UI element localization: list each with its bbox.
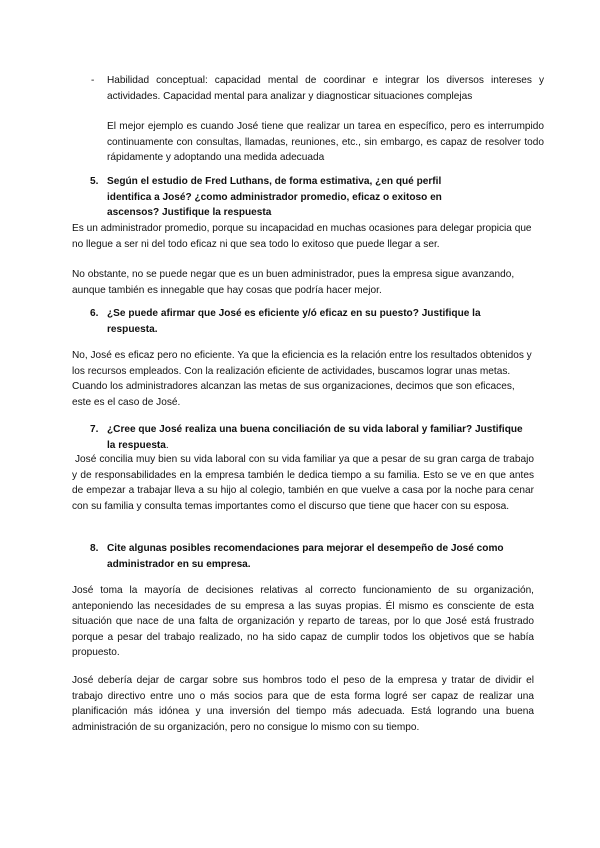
section-7-question xyxy=(107,422,527,453)
section-7-number: 7. xyxy=(90,424,99,435)
section-5-answer-1: Es un administrador promedio, porque su incapacidad en muchas ocasiones para delegar propicia que no llegue a ser ni del todo eficaz ni que sea todo lo exitoso que puede llegar a ser. xyxy=(72,223,532,250)
section-6-answer: No, José es eficaz pero no eficiente. Ya que la eficiencia es la relación entre los resultados obtenidos y los recursos empleados. Con la realización eficiente de actividades, buscamos lograr unas metas. Cuando los administradores alcanzan las metas de sus organizaciones, decimos que son eficaces, este es el caso de José. xyxy=(72,350,532,408)
section-7-question-tail: . xyxy=(165,439,169,451)
section-8-answer-1: José toma la mayoría de decisiones relativas al correcto funcionamiento de su organización, anteponiendo las necesidades de su empresa a las suyas propias. Él mismo es consciente de esta situación que nace de una falta de organización y reparto de tareas, por lo que José está frustrado porque a pesar del trabajo realizado, no ha sido capaz de cumplir todos los objetivos que se había propuesto. xyxy=(72,585,534,658)
section-5-answer-2: No obstante, no se puede negar que es un buen administrador, pues la empresa sigue avanzando, aunque también es innegable que hay cosas que podría hacer mejor. xyxy=(72,269,515,296)
section-7-answer: José concilia muy bien su vida laboral con su vida familiar ya que a pesar de su gran carga de trabajo y de responsabilidades en la empresa también le dedica tiempo a su familia. Esto se ve en que antes de empezar a trabajar lleva a su hijo al colegio, también en que vuelve a casa por la noche para cenar con su familia y consulta temas importantes como el discurso que tiene que hacer con su esposa. xyxy=(72,454,534,512)
list-bullet: - xyxy=(91,75,95,86)
intro-paragraph-2: El mejor ejemplo es cuando José tiene que realizar un tarea en específico, pero es interrumpido continuamente con consultas, llamadas, reuniones, etc., sin embargo, es capaz de resolver todo rápidamente y adoptando una medida adecuada xyxy=(107,121,544,163)
section-8-question: Cite algunas posibles recomendaciones para mejorar el desempeño de José como administrador en su empresa. xyxy=(107,543,504,570)
section-5-number: 5. xyxy=(90,176,99,187)
section-8-answer-2: José debería dejar de cargar sobre sus hombros todo el peso de la empresa y tratar de dividir el trabajo directivo entre uno o más socios para que de esta forma logré ser capaz de realizar una planificación más idónea y una inversión del tiempo más adecuada. Está logrando una buena administración de su organización, pero no consigue lo mismo con su tiempo. xyxy=(72,675,534,733)
section-6-number: 6. xyxy=(90,308,99,319)
section-7-question-text: ¿Cree que José realiza una buena conciliación de su vida laboral y familiar? Justifique la respuesta xyxy=(107,424,523,451)
section-5-question: Según el estudio de Fred Luthans, de forma estimativa, ¿en qué perfil identifica a José? ¿como administrador promedio, eficaz o exitoso en ascensos? Justifique la respuesta xyxy=(107,176,442,218)
section-8-number: 8. xyxy=(90,543,99,554)
section-6-question: ¿Se puede afirmar que José es eficiente y/ó eficaz en su puesto? Justifique la respuesta. xyxy=(107,308,481,335)
intro-paragraph-1: Habilidad conceptual: capacidad mental de coordinar e integrar los diversos intereses y actividades. Capacidad mental para analizar y diagnosticar situaciones complejas xyxy=(107,75,544,102)
